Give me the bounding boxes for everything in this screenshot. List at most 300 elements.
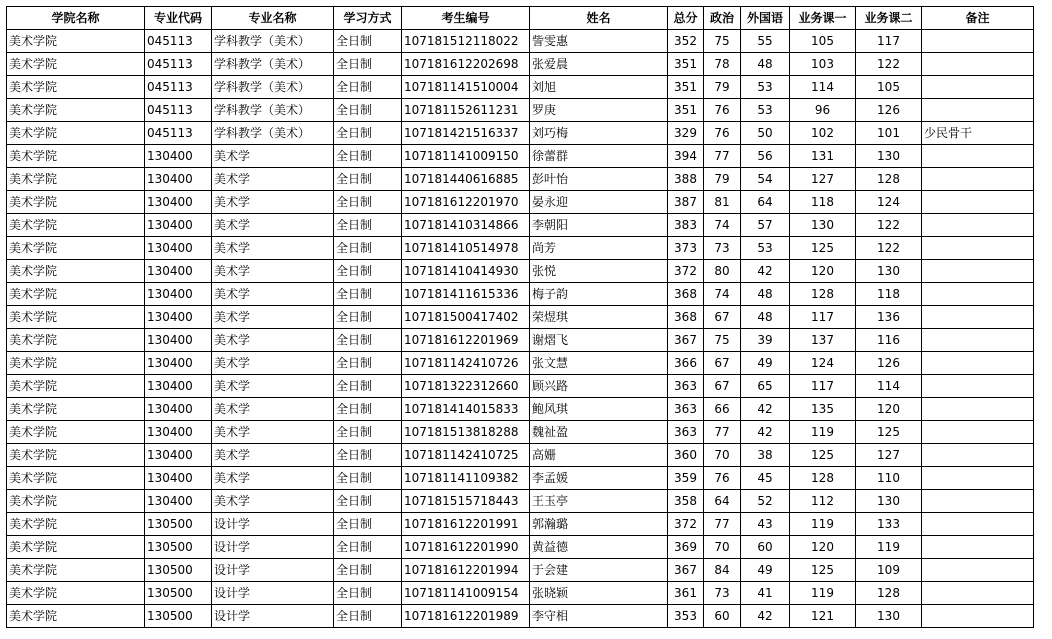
college-cell: 美术学院 — [7, 260, 145, 283]
course2-score-cell: 116 — [856, 329, 922, 352]
remarks-cell — [922, 329, 1034, 352]
table-row — [7, 490, 1034, 513]
foreign-language-score-cell: 57 — [741, 214, 790, 237]
name-cell: 王玉亭 — [530, 490, 668, 513]
candidate-id-cell: 107181512118022 — [402, 30, 530, 53]
course1-score-cell: 120 — [790, 536, 856, 559]
candidate-id-cell: 107181421516337 — [402, 122, 530, 145]
study-mode-cell: 全日制 — [334, 605, 402, 628]
major-name-cell: 美术学 — [212, 168, 334, 191]
column-header: 总分 — [668, 7, 704, 30]
course2-score-cell: 122 — [856, 214, 922, 237]
remarks-cell — [922, 214, 1034, 237]
name-cell: 张晓颖 — [530, 582, 668, 605]
column-header: 外国语 — [741, 7, 790, 30]
remarks-cell — [922, 605, 1034, 628]
name-cell: 顾兴路 — [530, 375, 668, 398]
politics-score-cell: 84 — [704, 559, 741, 582]
course2-score-cell: 120 — [856, 398, 922, 421]
total-score-cell: 366 — [668, 352, 704, 375]
name-cell: 张爱晨 — [530, 53, 668, 76]
politics-score-cell: 80 — [704, 260, 741, 283]
total-score-cell: 388 — [668, 168, 704, 191]
college-cell: 美术学院 — [7, 99, 145, 122]
candidate-id-cell: 107181515718443 — [402, 490, 530, 513]
foreign-language-score-cell: 52 — [741, 490, 790, 513]
foreign-language-score-cell: 53 — [741, 76, 790, 99]
course2-score-cell: 133 — [856, 513, 922, 536]
major-code-cell: 130400 — [145, 398, 212, 421]
name-cell: 尚芳 — [530, 237, 668, 260]
foreign-language-score-cell: 42 — [741, 398, 790, 421]
candidate-id-cell: 107181141009150 — [402, 145, 530, 168]
table-row — [7, 329, 1034, 352]
major-name-cell: 美术学 — [212, 444, 334, 467]
remarks-cell — [922, 375, 1034, 398]
remarks-cell — [922, 76, 1034, 99]
course1-score-cell: 130 — [790, 214, 856, 237]
college-cell: 美术学院 — [7, 444, 145, 467]
politics-score-cell: 74 — [704, 283, 741, 306]
study-mode-cell: 全日制 — [334, 76, 402, 99]
table-row — [7, 99, 1034, 122]
total-score-cell: 372 — [668, 513, 704, 536]
politics-score-cell: 67 — [704, 375, 741, 398]
course2-score-cell: 128 — [856, 168, 922, 191]
name-cell: 刘旭 — [530, 76, 668, 99]
college-cell: 美术学院 — [7, 605, 145, 628]
total-score-cell: 363 — [668, 375, 704, 398]
admission-list-table — [6, 6, 1034, 628]
total-score-cell: 353 — [668, 605, 704, 628]
name-cell: 郭瀚璐 — [530, 513, 668, 536]
major-code-cell: 045113 — [145, 53, 212, 76]
candidate-id-cell: 107181322312660 — [402, 375, 530, 398]
college-cell: 美术学院 — [7, 467, 145, 490]
remarks-cell — [922, 444, 1034, 467]
study-mode-cell: 全日制 — [334, 536, 402, 559]
major-name-cell: 设计学 — [212, 605, 334, 628]
college-cell: 美术学院 — [7, 582, 145, 605]
candidate-id-cell: 107181142410725 — [402, 444, 530, 467]
major-code-cell: 130500 — [145, 605, 212, 628]
politics-score-cell: 67 — [704, 352, 741, 375]
name-cell: 訾雯惠 — [530, 30, 668, 53]
study-mode-cell: 全日制 — [334, 582, 402, 605]
major-code-cell: 130500 — [145, 559, 212, 582]
major-code-cell: 130400 — [145, 283, 212, 306]
table-row — [7, 559, 1034, 582]
remarks-cell — [922, 559, 1034, 582]
candidate-id-cell: 107181414015833 — [402, 398, 530, 421]
table-row — [7, 352, 1034, 375]
total-score-cell: 359 — [668, 467, 704, 490]
major-code-cell: 130400 — [145, 329, 212, 352]
remarks-cell — [922, 490, 1034, 513]
course2-score-cell: 105 — [856, 76, 922, 99]
major-name-cell: 美术学 — [212, 237, 334, 260]
study-mode-cell: 全日制 — [334, 168, 402, 191]
candidate-id-cell: 107181152611231 — [402, 99, 530, 122]
column-header: 姓名 — [530, 7, 668, 30]
total-score-cell: 383 — [668, 214, 704, 237]
table-row — [7, 375, 1034, 398]
candidate-id-cell: 107181500417402 — [402, 306, 530, 329]
table-row — [7, 237, 1034, 260]
candidate-id-cell: 107181612201990 — [402, 536, 530, 559]
major-code-cell: 130400 — [145, 352, 212, 375]
column-header: 专业名称 — [212, 7, 334, 30]
name-cell: 谢熠飞 — [530, 329, 668, 352]
total-score-cell: 360 — [668, 444, 704, 467]
major-code-cell: 130400 — [145, 444, 212, 467]
remarks-cell — [922, 467, 1034, 490]
major-code-cell: 045113 — [145, 30, 212, 53]
total-score-cell: 368 — [668, 283, 704, 306]
candidate-id-cell: 107181612201991 — [402, 513, 530, 536]
total-score-cell: 351 — [668, 76, 704, 99]
politics-score-cell: 73 — [704, 237, 741, 260]
foreign-language-score-cell: 42 — [741, 260, 790, 283]
column-header: 政治 — [704, 7, 741, 30]
major-name-cell: 设计学 — [212, 513, 334, 536]
total-score-cell: 367 — [668, 329, 704, 352]
candidate-id-cell: 107181410414930 — [402, 260, 530, 283]
course1-score-cell: 119 — [790, 582, 856, 605]
college-cell: 美术学院 — [7, 30, 145, 53]
foreign-language-score-cell: 45 — [741, 467, 790, 490]
politics-score-cell: 77 — [704, 513, 741, 536]
course2-score-cell: 122 — [856, 237, 922, 260]
total-score-cell: 352 — [668, 30, 704, 53]
study-mode-cell: 全日制 — [334, 467, 402, 490]
major-name-cell: 美术学 — [212, 306, 334, 329]
course2-score-cell: 101 — [856, 122, 922, 145]
remarks-cell — [922, 191, 1034, 214]
study-mode-cell: 全日制 — [334, 559, 402, 582]
name-cell: 李朝阳 — [530, 214, 668, 237]
college-cell: 美术学院 — [7, 490, 145, 513]
course2-score-cell: 124 — [856, 191, 922, 214]
header-row — [7, 7, 1034, 30]
candidate-id-cell: 107181612202698 — [402, 53, 530, 76]
table-row — [7, 191, 1034, 214]
major-code-cell: 130500 — [145, 582, 212, 605]
table-row — [7, 467, 1034, 490]
candidate-id-cell: 107181612201970 — [402, 191, 530, 214]
table-body — [7, 30, 1034, 628]
total-score-cell: 329 — [668, 122, 704, 145]
course1-score-cell: 128 — [790, 283, 856, 306]
foreign-language-score-cell: 53 — [741, 99, 790, 122]
course1-score-cell: 125 — [790, 444, 856, 467]
foreign-language-score-cell: 64 — [741, 191, 790, 214]
name-cell: 晏永迎 — [530, 191, 668, 214]
major-code-cell: 130400 — [145, 306, 212, 329]
candidate-id-cell: 107181411615336 — [402, 283, 530, 306]
total-score-cell: 372 — [668, 260, 704, 283]
study-mode-cell: 全日制 — [334, 352, 402, 375]
course1-score-cell: 120 — [790, 260, 856, 283]
course1-score-cell: 125 — [790, 559, 856, 582]
remarks-cell — [922, 237, 1034, 260]
major-name-cell: 美术学 — [212, 214, 334, 237]
foreign-language-score-cell: 42 — [741, 421, 790, 444]
major-name-cell: 美术学 — [212, 490, 334, 513]
name-cell: 黄益德 — [530, 536, 668, 559]
college-cell: 美术学院 — [7, 352, 145, 375]
major-code-cell: 130500 — [145, 513, 212, 536]
major-name-cell: 美术学 — [212, 260, 334, 283]
politics-score-cell: 77 — [704, 145, 741, 168]
remarks-cell — [922, 168, 1034, 191]
major-name-cell: 学科教学（美术） — [212, 30, 334, 53]
major-name-cell: 美术学 — [212, 329, 334, 352]
major-name-cell: 学科教学（美术） — [212, 99, 334, 122]
course1-score-cell: 124 — [790, 352, 856, 375]
table-row — [7, 605, 1034, 628]
remarks-cell — [922, 582, 1034, 605]
candidate-id-cell: 107181612201969 — [402, 329, 530, 352]
course1-score-cell: 127 — [790, 168, 856, 191]
total-score-cell: 351 — [668, 99, 704, 122]
table-row — [7, 214, 1034, 237]
major-code-cell: 130400 — [145, 490, 212, 513]
study-mode-cell: 全日制 — [334, 30, 402, 53]
major-code-cell: 045113 — [145, 99, 212, 122]
candidate-id-cell: 107181513818288 — [402, 421, 530, 444]
foreign-language-score-cell: 38 — [741, 444, 790, 467]
major-name-cell: 美术学 — [212, 421, 334, 444]
study-mode-cell: 全日制 — [334, 237, 402, 260]
study-mode-cell: 全日制 — [334, 421, 402, 444]
major-name-cell: 美术学 — [212, 145, 334, 168]
candidate-id-cell: 107181141009154 — [402, 582, 530, 605]
remarks-cell — [922, 99, 1034, 122]
column-header: 学院名称 — [7, 7, 145, 30]
study-mode-cell: 全日制 — [334, 283, 402, 306]
total-score-cell: 363 — [668, 421, 704, 444]
foreign-language-score-cell: 48 — [741, 53, 790, 76]
study-mode-cell: 全日制 — [334, 444, 402, 467]
name-cell: 李守相 — [530, 605, 668, 628]
study-mode-cell: 全日制 — [334, 214, 402, 237]
table-row — [7, 53, 1034, 76]
major-code-cell: 130500 — [145, 536, 212, 559]
study-mode-cell: 全日制 — [334, 329, 402, 352]
politics-score-cell: 76 — [704, 99, 741, 122]
course1-score-cell: 117 — [790, 306, 856, 329]
remarks-cell — [922, 283, 1034, 306]
study-mode-cell: 全日制 — [334, 53, 402, 76]
remarks-cell — [922, 30, 1034, 53]
candidate-id-cell: 107181612201994 — [402, 559, 530, 582]
college-cell: 美术学院 — [7, 536, 145, 559]
major-name-cell: 美术学 — [212, 398, 334, 421]
major-code-cell: 130400 — [145, 214, 212, 237]
politics-score-cell: 77 — [704, 421, 741, 444]
table-row — [7, 306, 1034, 329]
table-row — [7, 168, 1034, 191]
name-cell: 刘巧梅 — [530, 122, 668, 145]
course2-score-cell: 128 — [856, 582, 922, 605]
course2-score-cell: 117 — [856, 30, 922, 53]
major-code-cell: 130400 — [145, 168, 212, 191]
major-name-cell: 美术学 — [212, 191, 334, 214]
candidate-id-cell: 107181440616885 — [402, 168, 530, 191]
major-name-cell: 美术学 — [212, 467, 334, 490]
study-mode-cell: 全日制 — [334, 306, 402, 329]
column-header: 业务课一 — [790, 7, 856, 30]
politics-score-cell: 76 — [704, 122, 741, 145]
study-mode-cell: 全日制 — [334, 375, 402, 398]
name-cell: 张文慧 — [530, 352, 668, 375]
candidate-id-cell: 107181142410726 — [402, 352, 530, 375]
total-score-cell: 367 — [668, 559, 704, 582]
college-cell: 美术学院 — [7, 421, 145, 444]
course2-score-cell: 130 — [856, 145, 922, 168]
total-score-cell: 373 — [668, 237, 704, 260]
candidate-id-cell: 107181410514978 — [402, 237, 530, 260]
college-cell: 美术学院 — [7, 237, 145, 260]
politics-score-cell: 60 — [704, 605, 741, 628]
remarks-cell — [922, 536, 1034, 559]
course2-score-cell: 125 — [856, 421, 922, 444]
college-cell: 美术学院 — [7, 145, 145, 168]
course1-score-cell: 119 — [790, 513, 856, 536]
candidate-id-cell: 107181612201989 — [402, 605, 530, 628]
study-mode-cell: 全日制 — [334, 398, 402, 421]
politics-score-cell: 66 — [704, 398, 741, 421]
foreign-language-score-cell: 42 — [741, 605, 790, 628]
candidate-id-cell: 107181141109382 — [402, 467, 530, 490]
major-name-cell: 学科教学（美术） — [212, 53, 334, 76]
name-cell: 罗庚 — [530, 99, 668, 122]
major-name-cell: 美术学 — [212, 375, 334, 398]
politics-score-cell: 64 — [704, 490, 741, 513]
course1-score-cell: 135 — [790, 398, 856, 421]
major-name-cell: 设计学 — [212, 559, 334, 582]
course2-score-cell: 136 — [856, 306, 922, 329]
course2-score-cell: 119 — [856, 536, 922, 559]
politics-score-cell: 73 — [704, 582, 741, 605]
table-row — [7, 536, 1034, 559]
college-cell: 美术学院 — [7, 283, 145, 306]
course2-score-cell: 122 — [856, 53, 922, 76]
course1-score-cell: 119 — [790, 421, 856, 444]
table-header — [7, 7, 1034, 30]
study-mode-cell: 全日制 — [334, 260, 402, 283]
course1-score-cell: 118 — [790, 191, 856, 214]
course2-score-cell: 114 — [856, 375, 922, 398]
college-cell: 美术学院 — [7, 513, 145, 536]
course1-score-cell: 131 — [790, 145, 856, 168]
politics-score-cell: 81 — [704, 191, 741, 214]
remarks-cell — [922, 306, 1034, 329]
name-cell: 李孟媛 — [530, 467, 668, 490]
major-code-cell: 130400 — [145, 191, 212, 214]
total-score-cell: 369 — [668, 536, 704, 559]
course1-score-cell: 114 — [790, 76, 856, 99]
candidate-id-cell: 107181141510004 — [402, 76, 530, 99]
foreign-language-score-cell: 55 — [741, 30, 790, 53]
college-cell: 美术学院 — [7, 329, 145, 352]
politics-score-cell: 79 — [704, 76, 741, 99]
major-code-cell: 130400 — [145, 260, 212, 283]
course1-score-cell: 96 — [790, 99, 856, 122]
name-cell: 鲍风琪 — [530, 398, 668, 421]
study-mode-cell: 全日制 — [334, 191, 402, 214]
major-code-cell: 045113 — [145, 76, 212, 99]
column-header: 专业代码 — [145, 7, 212, 30]
college-cell: 美术学院 — [7, 191, 145, 214]
college-cell: 美术学院 — [7, 122, 145, 145]
politics-score-cell: 76 — [704, 467, 741, 490]
major-name-cell: 学科教学（美术） — [212, 122, 334, 145]
politics-score-cell: 75 — [704, 30, 741, 53]
total-score-cell: 363 — [668, 398, 704, 421]
politics-score-cell: 78 — [704, 53, 741, 76]
table-row — [7, 30, 1034, 53]
foreign-language-score-cell: 41 — [741, 582, 790, 605]
foreign-language-score-cell: 49 — [741, 352, 790, 375]
course2-score-cell: 130 — [856, 605, 922, 628]
name-cell: 彭叶怡 — [530, 168, 668, 191]
course1-score-cell: 117 — [790, 375, 856, 398]
major-code-cell: 130400 — [145, 421, 212, 444]
column-header: 学习方式 — [334, 7, 402, 30]
college-cell: 美术学院 — [7, 375, 145, 398]
course1-score-cell: 103 — [790, 53, 856, 76]
course1-score-cell: 128 — [790, 467, 856, 490]
column-header: 考生编号 — [402, 7, 530, 30]
foreign-language-score-cell: 39 — [741, 329, 790, 352]
remarks-cell — [922, 53, 1034, 76]
table-row — [7, 421, 1034, 444]
table-row — [7, 76, 1034, 99]
politics-score-cell: 70 — [704, 444, 741, 467]
column-header: 备注 — [922, 7, 1034, 30]
table-row — [7, 260, 1034, 283]
name-cell: 荣煜琪 — [530, 306, 668, 329]
course1-score-cell: 105 — [790, 30, 856, 53]
remarks-cell — [922, 352, 1034, 375]
course2-score-cell: 126 — [856, 99, 922, 122]
course2-score-cell: 110 — [856, 467, 922, 490]
name-cell: 徐蕾群 — [530, 145, 668, 168]
study-mode-cell: 全日制 — [334, 513, 402, 536]
remarks-cell — [922, 398, 1034, 421]
name-cell: 梅子韵 — [530, 283, 668, 306]
major-name-cell: 学科教学（美术） — [212, 76, 334, 99]
course1-score-cell: 125 — [790, 237, 856, 260]
remarks-cell — [922, 421, 1034, 444]
name-cell: 于会建 — [530, 559, 668, 582]
course2-score-cell: 126 — [856, 352, 922, 375]
foreign-language-score-cell: 48 — [741, 306, 790, 329]
total-score-cell: 387 — [668, 191, 704, 214]
major-name-cell: 美术学 — [212, 352, 334, 375]
table-row — [7, 582, 1034, 605]
major-code-cell: 130400 — [145, 145, 212, 168]
foreign-language-score-cell: 54 — [741, 168, 790, 191]
course2-score-cell: 109 — [856, 559, 922, 582]
college-cell: 美术学院 — [7, 76, 145, 99]
remarks-cell — [922, 513, 1034, 536]
major-name-cell: 设计学 — [212, 536, 334, 559]
major-name-cell: 设计学 — [212, 582, 334, 605]
major-name-cell: 美术学 — [212, 283, 334, 306]
